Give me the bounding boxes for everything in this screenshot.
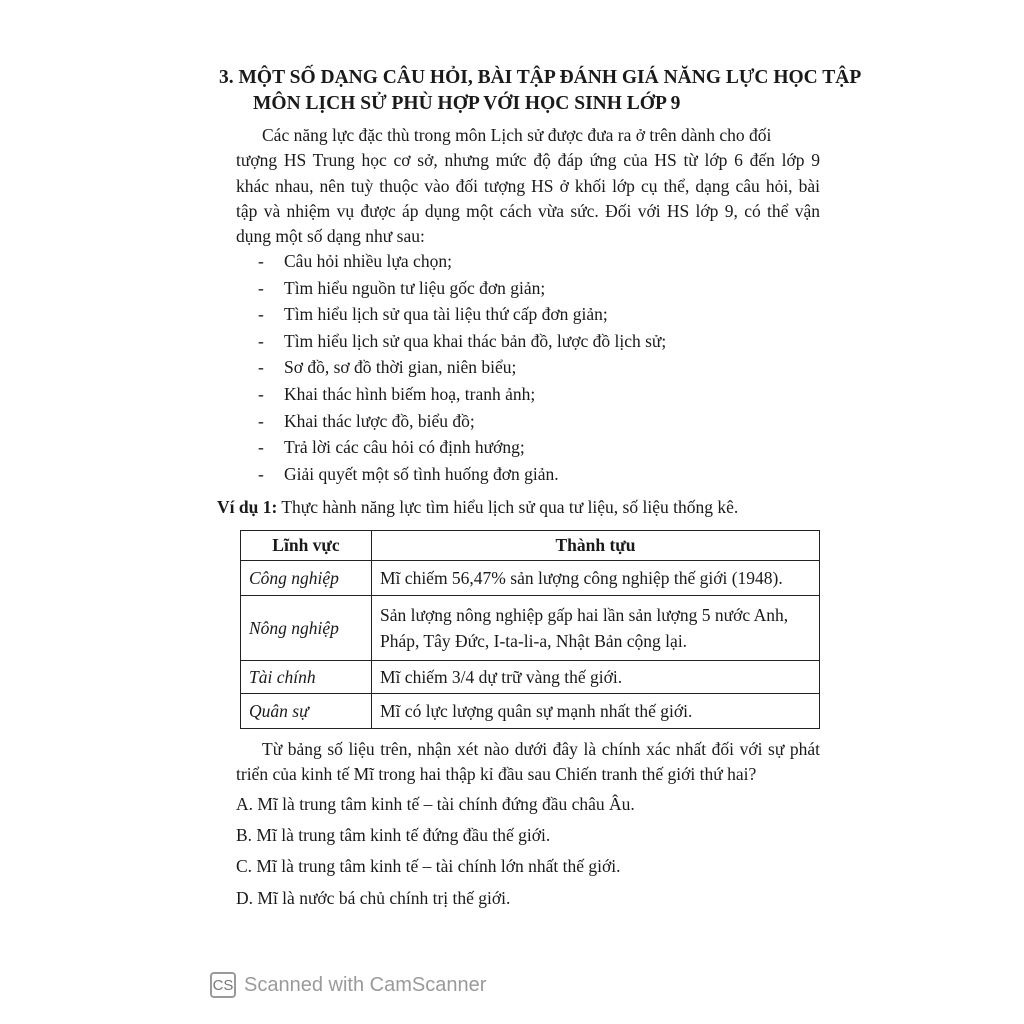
answer-option-c: C. Mĩ là trung tâm kinh tế – tài chính lớn nhất thế giới. <box>236 856 621 876</box>
bullet-item <box>258 410 475 432</box>
intro-line: khác nhau, nên tuỳ thuộc vào đối tượng HS ở khối lớp cụ thể, dạng câu hỏi, bài <box>236 176 820 196</box>
table-cell-achievement: Mĩ có lực lượng quân sự mạnh nhất thế giới. <box>372 694 820 729</box>
table-row <box>241 561 820 596</box>
bullet-text: Tìm hiểu nguồn tư liệu gốc đơn giản; <box>284 277 546 298</box>
watermark-text: Scanned with CamScanner <box>244 973 487 996</box>
bullet-marker: - <box>258 304 264 325</box>
bullet-text: Tìm hiểu lịch sử qua tài liệu thứ cấp đơn giản; <box>284 304 608 325</box>
bullet-text: Giải quyết một số tình huống đơn giản. <box>284 463 559 484</box>
bullet-marker: - <box>258 251 264 271</box>
bullet-item <box>258 356 516 378</box>
answer-option-b: B. Mĩ là trung tâm kinh tế đứng đầu thế giới. <box>236 825 551 845</box>
section-heading-line-1: 3. MỘT SỐ DẠNG CÂU HỎI, BÀI TẬP ĐÁNH GIÁ NĂNG LỰC HỌC TẬP <box>219 67 862 88</box>
bullet-item <box>258 436 525 458</box>
table-header-row <box>241 531 820 561</box>
intro-line: tượng HS Trung học cơ sở, nhưng mức độ đáp ứng của HS từ lớp 6 đến lớp 9 <box>236 150 820 170</box>
intro-line: dụng một số dạng như sau: <box>236 226 425 246</box>
example-label: Ví dụ 1: <box>217 497 278 517</box>
bullet-marker: - <box>258 410 264 431</box>
table-header: Lĩnh vực <box>241 531 372 561</box>
table-cell-field: Quân sự <box>241 694 372 729</box>
table-row <box>241 661 820 694</box>
table-header: Thành tựu <box>372 531 820 561</box>
bullet-marker: - <box>258 384 264 404</box>
example-text: Thực hành năng lực tìm hiểu lịch sử qua tư liệu, số liệu thống kê. <box>277 497 739 517</box>
table-cell-achievement: Sản lượng nông nghiệp gấp hai lần sản lượng 5 nước Anh, Pháp, Tây Đức, I-ta-li-a, Nhật Bản cộng lại. <box>372 596 820 661</box>
bullet-marker: - <box>258 463 264 484</box>
bullet-item <box>258 330 666 352</box>
table-cell-achievement: Mĩ chiếm 56,47% sản lượng công nghiệp thế giới (1948). <box>372 561 820 596</box>
bullet-text: Khai thác hình biếm hoạ, tranh ảnh; <box>284 384 536 404</box>
table-cell-achievement: Mĩ chiếm 3/4 dự trữ vàng thế giới. <box>372 661 820 694</box>
bullet-text: Khai thác lược đồ, biểu đồ; <box>284 410 475 431</box>
camscanner-logo-icon: CS <box>210 972 236 998</box>
bullet-item <box>258 303 608 325</box>
table-row <box>241 694 820 729</box>
question-line: triển của kinh tế Mĩ trong hai thập kỉ đầu sau Chiến tranh thế giới thứ hai? <box>236 764 757 784</box>
intro-line: Các năng lực đặc thù trong môn Lịch sử được đưa ra ở trên dành cho đối <box>262 125 772 145</box>
bullet-item <box>258 383 535 405</box>
bullet-text: Tìm hiểu lịch sử qua khai thác bản đồ, lược đồ lịch sử; <box>284 330 667 351</box>
bullet-text: Câu hỏi nhiều lựa chọn; <box>284 251 452 271</box>
bullet-text: Sơ đồ, sơ đồ thời gian, niên biểu; <box>284 357 517 378</box>
table-cell-field: Công nghiệp <box>241 561 372 596</box>
answer-option-d: D. Mĩ là nước bá chủ chính trị thế giới. <box>236 888 511 908</box>
answer-option-a: A. Mĩ là trung tâm kinh tế – tài chính đứng đầu châu Âu. <box>236 794 635 814</box>
table-row <box>241 596 820 661</box>
bullet-marker: - <box>258 357 264 378</box>
bullet-item <box>258 250 452 272</box>
bullet-item <box>258 463 559 485</box>
achievements-table <box>240 530 820 729</box>
table-cell-field: Nông nghiệp <box>241 596 372 661</box>
table-cell-field: Tài chính <box>241 661 372 694</box>
bullet-marker: - <box>258 437 264 458</box>
bullet-marker: - <box>258 330 264 351</box>
question-line: Từ bảng số liệu trên, nhận xét nào dưới đây là chính xác nhất đối với sự phát <box>262 739 820 759</box>
bullet-marker: - <box>258 277 264 298</box>
example-heading <box>217 496 738 518</box>
bullet-text: Trả lời các câu hỏi có định hướng; <box>284 437 525 458</box>
section-heading-line-2: MÔN LỊCH SỬ PHÙ HỢP VỚI HỌC SINH LỚP 9 <box>253 93 681 114</box>
intro-line: tập và nhiệm vụ được áp dụng một cách vừa sức. Đối với HS lớp 9, có thể vận <box>236 201 820 221</box>
bullet-item <box>258 277 545 299</box>
camscanner-watermark <box>210 972 486 998</box>
